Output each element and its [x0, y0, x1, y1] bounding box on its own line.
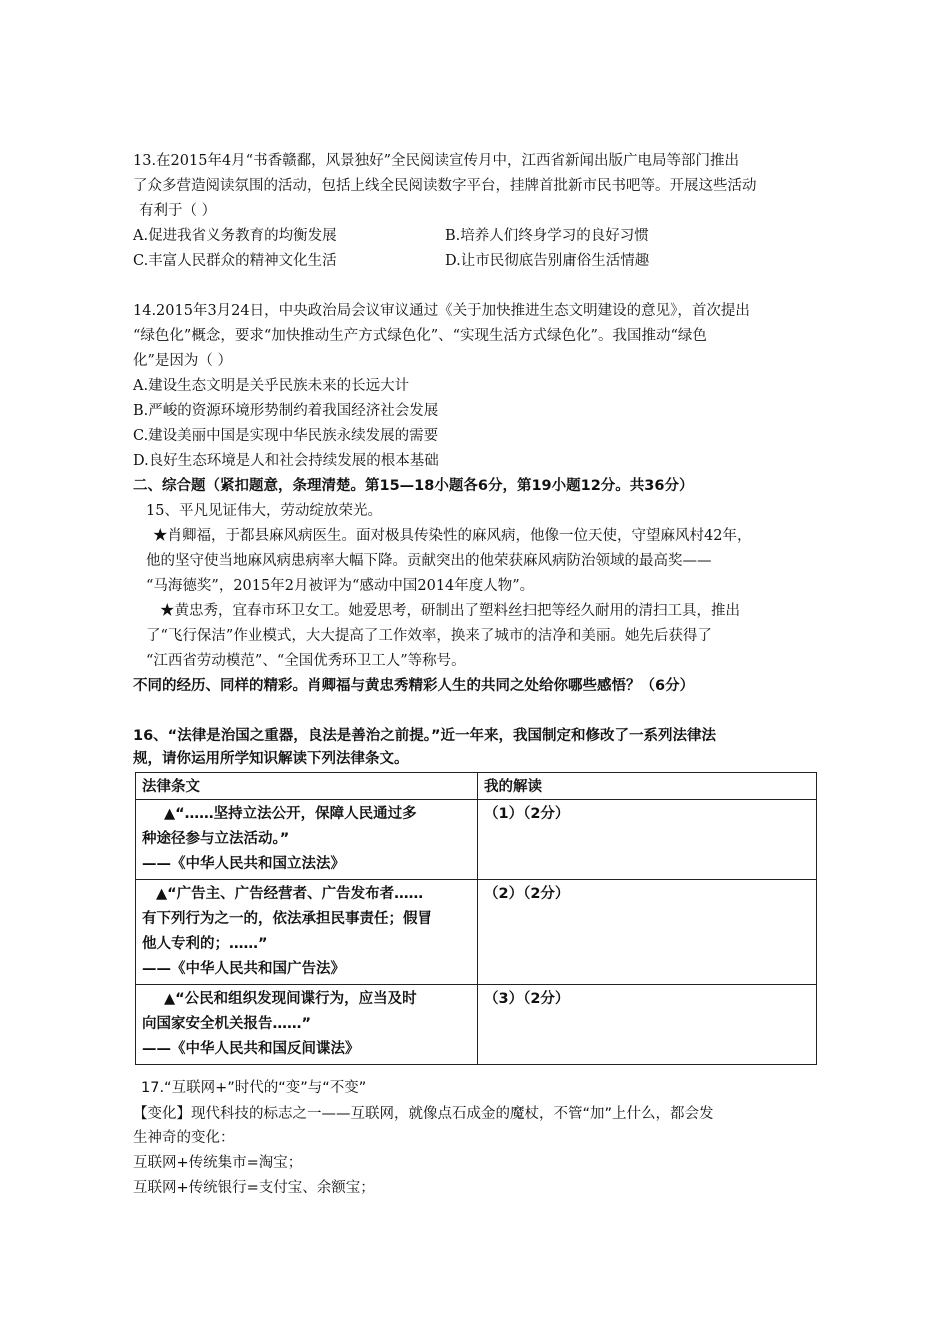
q14-line-3: 化”是因为（ ） [133, 353, 233, 369]
q14-option-b: B.严峻的资源环境形势制约着我国经济社会发展 [133, 403, 439, 419]
q13-line-1: 13.在2015年4月“书香赣鄱，风景独好”全民阅读宣传月中，江西省新闻出版广电局等部门推出 [133, 153, 740, 169]
law-table [135, 772, 817, 1065]
q15-question: 不同的经历、同样的精彩。肖卿福与黄忠秀精彩人生的共同之处给你哪些感悟？（6分） [133, 678, 695, 694]
q14-line-1: 14.2015年3月24日，中央政治局会议审议通过《关于加快推进生态文明建设的意见》，首次提出 [133, 303, 750, 319]
law-text-line: ▲“公民和组织发现间谍行为，应当及时 [164, 991, 417, 1007]
answer-cell[interactable] [478, 800, 817, 880]
section-2-heading: 二、综合题（紧扣题意，条理清楚。第15—18小题各6分，第19小题12分。共36分） [133, 478, 694, 494]
law-table-header-row [136, 773, 817, 800]
answer-cell[interactable] [478, 880, 817, 985]
answer-label: （1）（2分） [484, 806, 570, 822]
law-text-cell [136, 800, 478, 880]
q16-line-1: 16、“法律是治国之重器，良法是善治之前提。”近一年来，我国制定和修改了一系列法律法 [133, 728, 716, 744]
q17-title: 17.“互联网+”时代的“变”与“不变” [141, 1080, 367, 1096]
law-source: ——《中华人民共和国反间谍法》 [142, 1041, 360, 1057]
law-table-row [136, 800, 817, 880]
q14-option-c: C.建设美丽中国是实现中华民族永续发展的需要 [133, 428, 439, 444]
law-table-row [136, 985, 817, 1065]
q16-line-2: 规，请你运用所学知识解读下列法律条文。 [133, 751, 409, 767]
q17-line-2: 生神奇的变化： [133, 1130, 235, 1146]
q17-line-1: 【变化】现代科技的标志之一——互联网，就像点石成金的魔杖，不管“加”上什么，都会发 [133, 1106, 714, 1122]
q15-title: 15、平凡见证伟大，劳动绽放荣光。 [146, 503, 382, 519]
law-text-cell [136, 985, 478, 1065]
q14-line-2: “绿色化”概念，要求“加快推动生产方式绿色化”、“实现生活方式绿色化”。我国推动“绿色 [133, 328, 707, 344]
q15-para1-line-3: “马海德奖”，2015年2月被评为“感动中国2014年度人物”。 [146, 578, 535, 594]
law-source: ——《中华人民共和国广告法》 [142, 961, 345, 977]
answer-cell[interactable] [478, 985, 817, 1065]
q13-line-2: 了众多营造阅读氛围的活动，包括上线全民阅读数字平台，挂牌首批新市民书吧等。开展这些活动 [133, 178, 757, 194]
q15-para2-line-3: “江西省劳动模范”、“全国优秀环卫工人”等称号。 [146, 653, 466, 669]
q17-line-4: 互联网+传统银行=支付宝、余额宝； [133, 1180, 375, 1196]
law-text-line: 种途径参与立法活动。” [142, 831, 290, 847]
q13-option-b: B.培养人们终身学习的良好习惯 [445, 228, 649, 244]
law-text-cell [136, 880, 478, 985]
q14-option-d: D.良好生态环境是人和社会持续发展的根本基础 [133, 453, 439, 469]
q13-line-3: 有利于（ ） [139, 203, 217, 219]
law-table-row [136, 880, 817, 985]
law-text-line: 向国家安全机关报告……” [142, 1016, 312, 1032]
law-text-line: 他人专利的；……” [142, 936, 268, 952]
law-table-header-answer: 我的解读 [478, 773, 817, 800]
q13-option-c: C.丰富人民群众的精神文化生活 [133, 253, 337, 269]
q15-para1-line-1: ★肖卿福，于都县麻风病医生。面对极具传染性的麻风病，他像一位天使，守望麻风村42年， [153, 528, 752, 544]
law-text-line: ▲“……坚持立法公开，保障人民通过多 [164, 806, 417, 822]
q13-option-a: A.促进我省义务教育的均衡发展 [133, 228, 337, 244]
law-source: ——《中华人民共和国立法法》 [142, 856, 345, 872]
law-text-line: ▲“广告主、广告经营者、广告发布者…… [156, 886, 424, 902]
q15-para1-line-2: 他的坚守使当地麻风病患病率大幅下降。贡献突出的他荣获麻风病防治领域的最高奖—— [146, 553, 712, 569]
answer-label: （3）（2分） [484, 991, 570, 1007]
answer-label: （2）（2分） [484, 886, 570, 902]
q15-para2-line-2: 了“飞行保洁”作业模式，大大提高了工作效率，换来了城市的洁净和美丽。她先后获得了 [146, 628, 712, 644]
law-text-line: 有下列行为之一的，依法承担民事责任；假冒 [142, 911, 432, 927]
q13-option-d: D.让市民彻底告别庸俗生活情趣 [445, 253, 650, 269]
q15-para2-line-1: ★黄忠秀，宜春市环卫女工。她爱思考，研制出了塑料丝扫把等经久耐用的清扫工具，推出 [160, 603, 740, 619]
law-table-header-law: 法律条文 [136, 773, 478, 800]
q17-line-3: 互联网+传统集市=淘宝； [133, 1155, 303, 1171]
q14-option-a: A.建设生态文明是关乎民族未来的长远大计 [133, 378, 410, 394]
